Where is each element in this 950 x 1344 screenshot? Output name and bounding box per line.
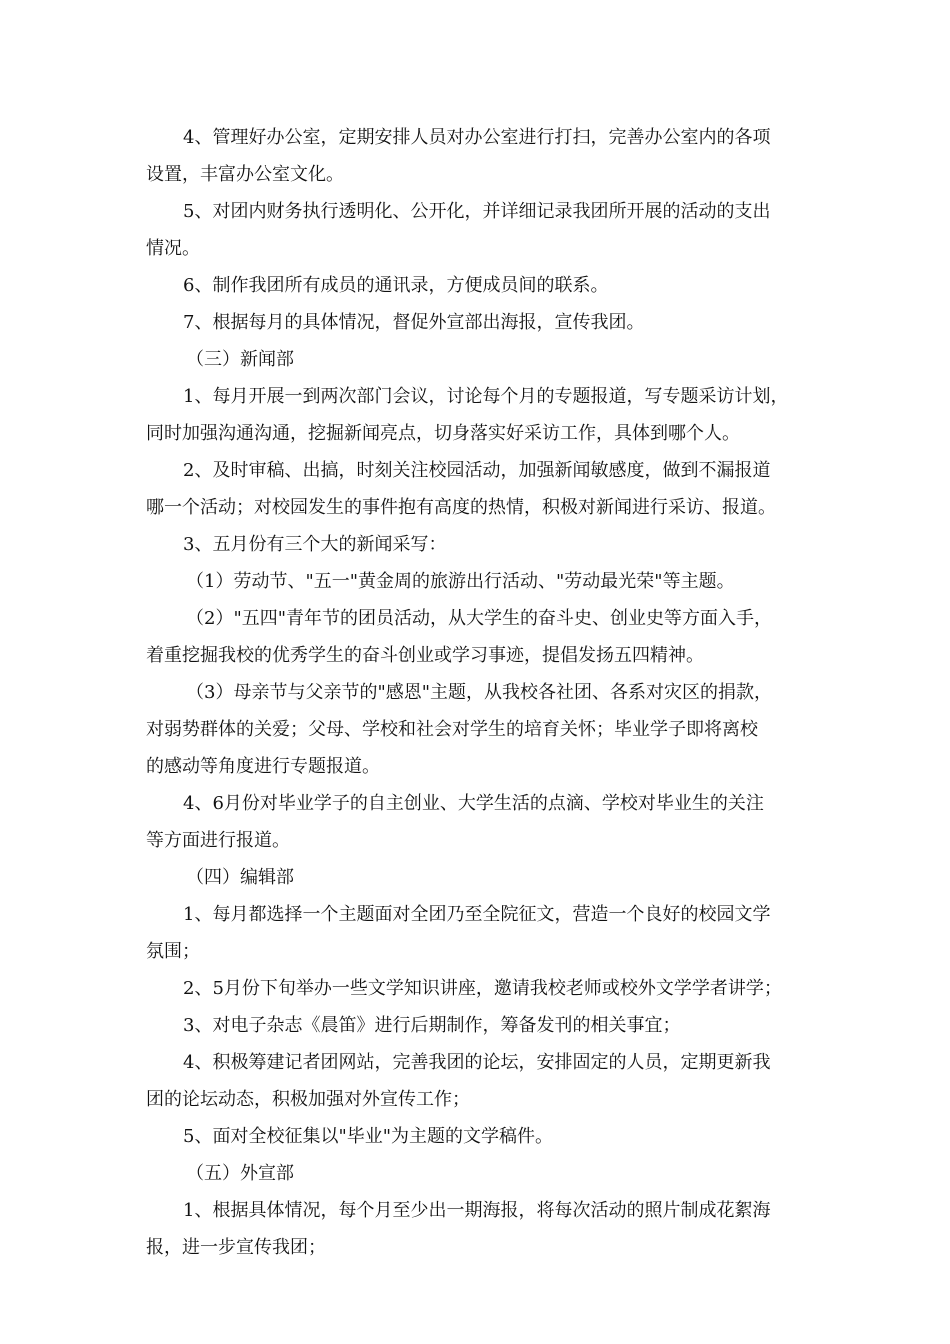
paragraph-line: 1、根据具体情况，每个月至少出一期海报，将每次活动的照片制成花絮海 xyxy=(183,1200,771,1221)
paragraph-line: 4、积极筹建记者团网站，完善我团的论坛，安排固定的人员，定期更新我 xyxy=(183,1052,771,1073)
paragraph-line: 5、面对全校征集以"毕业"为主题的文学稿件。 xyxy=(183,1126,554,1147)
paragraph-line: 氛围； xyxy=(146,941,200,962)
paragraph-line: 的感动等角度进行专题报道。 xyxy=(146,756,380,777)
paragraph-line: 5、对团内财务执行透明化、公开化，并详细记录我团所开展的活动的支出 xyxy=(183,201,771,222)
paragraph-line: 设置，丰富办公室文化。 xyxy=(146,164,344,185)
section-heading: （四）编辑部 xyxy=(186,867,294,888)
paragraph-line: 4、管理好办公室，定期安排人员对办公室进行打扫，完善办公室内的各项 xyxy=(183,127,771,148)
paragraph-line: 1、每月开展一到两次部门会议，讨论每个月的专题报道，写专题采访计划， xyxy=(183,386,789,407)
paragraph-line: 哪一个活动；对校园发生的事件抱有高度的热情，积极对新闻进行采访、报道。 xyxy=(146,497,776,518)
paragraph-line: 1、每月都选择一个主题面对全团乃至全院征文，营造一个良好的校园文学 xyxy=(183,904,771,925)
paragraph-line: 着重挖掘我校的优秀学生的奋斗创业或学习事迹，提倡发扬五四精神。 xyxy=(146,645,704,666)
paragraph-line: （1）劳动节、"五一"黄金周的旅游出行活动、"劳动最光荣"等主题。 xyxy=(186,571,735,592)
paragraph-line: 4、6月份对毕业学子的自主创业、大学生活的点滴、学校对毕业生的关注 xyxy=(183,793,764,814)
paragraph-line: 团的论坛动态，积极加强对外宣传工作； xyxy=(146,1089,470,1110)
paragraph-line: 同时加强沟通沟通，挖掘新闻亮点，切身落实好采访工作，具体到哪个人。 xyxy=(146,423,740,444)
paragraph-line: 7、根据每月的具体情况，督促外宣部出海报，宣传我团。 xyxy=(183,312,645,333)
section-heading: （五）外宣部 xyxy=(186,1163,294,1184)
paragraph-line: 3、对电子杂志《晨笛》进行后期制作，筹备发刊的相关事宜； xyxy=(183,1015,681,1036)
paragraph-line: 对弱势群体的关爱；父母、学校和社会对学生的培育关怀；毕业学子即将离校 xyxy=(146,719,758,740)
paragraph-line: （2）"五四"青年节的团员活动，从大学生的奋斗史、创业史等方面入手， xyxy=(186,608,773,629)
paragraph-line: （3）母亲节与父亲节的"感恩"主题，从我校各社团、各系对灾区的捐款， xyxy=(186,682,773,703)
section-heading: （三）新闻部 xyxy=(186,349,294,370)
paragraph-line: 报，进一步宣传我团； xyxy=(146,1237,326,1258)
paragraph-line: 情况。 xyxy=(146,238,200,259)
paragraph-line: 2、及时审稿、出搞，时刻关注校园活动，加强新闻敏感度，做到不漏报道 xyxy=(183,460,771,481)
paragraph-line: 3、五月份有三个大的新闻采写： xyxy=(183,534,447,555)
paragraph-line: 2、5月份下旬举办一些文学知识讲座，邀请我校老师或校外文学学者讲学； xyxy=(183,978,782,999)
paragraph-line: 等方面进行报道。 xyxy=(146,830,290,851)
paragraph-line: 6、制作我团所有成员的通讯录，方便成员间的联系。 xyxy=(183,275,609,296)
